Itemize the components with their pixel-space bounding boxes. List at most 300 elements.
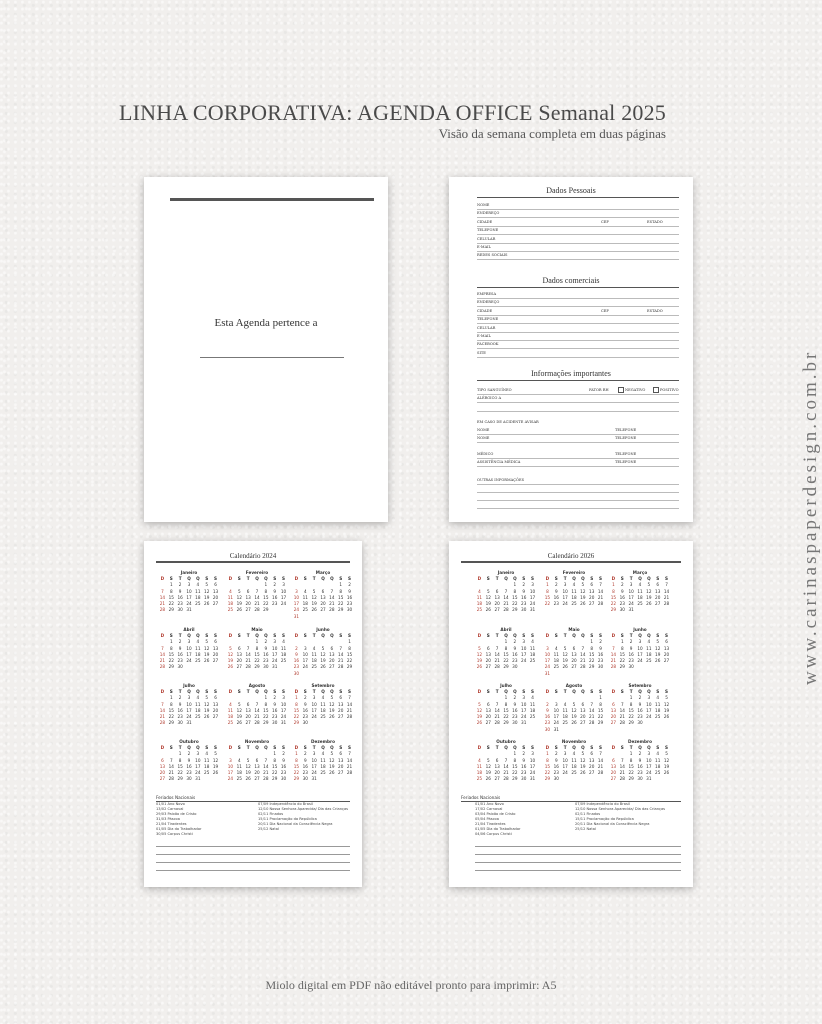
- day-number: 22: [168, 658, 174, 664]
- day-number: 6: [495, 588, 499, 594]
- weekday-header: Q: [504, 689, 508, 694]
- weekday-header: S: [348, 633, 352, 638]
- day-number: 29: [168, 664, 174, 670]
- day-number: 10: [562, 757, 568, 763]
- month-name: Julho: [500, 683, 512, 688]
- day-number: 7: [255, 701, 259, 707]
- day-number: 8: [513, 757, 517, 763]
- form-field-label: TELEFONE: [477, 317, 499, 322]
- weekday-header: Q: [513, 689, 517, 694]
- day-number: 9: [348, 588, 351, 594]
- day-number: 23: [521, 601, 527, 607]
- holiday-item: 21/04 Tiradentes: [475, 822, 506, 826]
- day-number: 3: [647, 751, 651, 757]
- day-number: 21: [263, 770, 269, 776]
- day-number: 17: [195, 763, 201, 769]
- holiday-item: 17/02 Carnaval: [475, 807, 503, 811]
- day-number: 4: [478, 757, 481, 763]
- day-number: 23: [619, 601, 625, 607]
- form-field-row[interactable]: [477, 349, 679, 358]
- day-number: 7: [330, 588, 334, 594]
- doctor-label: MÉDICO: [477, 452, 494, 456]
- day-number: 16: [553, 763, 559, 769]
- month-name: Janeiro: [497, 570, 515, 575]
- form-field-label: CELULAR: [477, 325, 496, 330]
- day-number: 7: [504, 757, 508, 763]
- month-calendar: [292, 570, 354, 620]
- day-number: 13: [494, 594, 500, 600]
- day-number: 6: [495, 757, 499, 763]
- day-number: 4: [638, 582, 642, 588]
- day-number: 4: [554, 645, 558, 651]
- day-number: 19: [236, 601, 242, 607]
- day-number: 12: [204, 588, 210, 594]
- day-number: 18: [476, 601, 483, 607]
- day-number: 18: [553, 658, 559, 664]
- day-number: 31: [553, 726, 559, 732]
- day-number: 21: [254, 601, 260, 607]
- day-number: 18: [571, 594, 577, 600]
- weekday-header: D: [611, 689, 616, 694]
- day-number: 22: [272, 770, 278, 776]
- day-number: 21: [329, 601, 335, 607]
- day-number: 17: [280, 707, 287, 713]
- day-number: 23: [302, 770, 308, 776]
- day-number: 22: [512, 601, 518, 607]
- day-number: 20: [245, 714, 251, 720]
- weekday-header: S: [237, 745, 241, 750]
- day-number: 17: [562, 763, 568, 769]
- month-name: Dezembro: [628, 739, 652, 744]
- weekday-header: D: [160, 576, 165, 581]
- weekday-header: Q: [187, 633, 191, 638]
- day-number: 3: [187, 582, 191, 588]
- month-name: Novembro: [244, 739, 270, 744]
- day-number: 22: [263, 714, 269, 720]
- day-number: 1: [599, 695, 602, 701]
- day-number: 14: [494, 651, 500, 657]
- day-number: 27: [655, 601, 661, 607]
- negative-option[interactable]: [618, 387, 645, 393]
- day-number: 13: [212, 701, 219, 707]
- day-number: 29: [272, 776, 278, 782]
- day-number: 4: [531, 639, 534, 645]
- month-day-grid: [475, 633, 537, 671]
- month-day-grid: [226, 745, 288, 783]
- weekday-header: S: [486, 633, 490, 638]
- weekday-header: S: [590, 576, 594, 581]
- day-number: 15: [168, 707, 174, 713]
- weekday-header: S: [665, 633, 669, 638]
- day-number: 19: [204, 707, 210, 713]
- day-number: 3: [273, 639, 277, 645]
- day-number: 6: [486, 701, 490, 707]
- day-number: 14: [610, 651, 617, 657]
- day-number: 21: [597, 763, 604, 769]
- month-name: Abril: [500, 627, 512, 632]
- day-number: 19: [236, 714, 242, 720]
- day-number: 2: [282, 751, 285, 757]
- weekday-header: Q: [330, 745, 334, 750]
- weekday-header: D: [477, 689, 482, 694]
- day-number: 18: [476, 770, 483, 776]
- day-number: 28: [610, 664, 617, 670]
- day-number: 27: [494, 607, 500, 613]
- section-bar: [477, 380, 679, 381]
- month-calendar: [475, 739, 537, 783]
- day-number: 25: [476, 607, 483, 613]
- day-number: 25: [646, 658, 652, 664]
- day-number: 20: [245, 601, 251, 607]
- calendar-page-2026: [449, 541, 693, 887]
- form-field-label: CIDADE: [477, 219, 493, 224]
- day-number: 23: [272, 714, 278, 720]
- weekday-header: Q: [255, 689, 259, 694]
- day-number: 12: [485, 763, 491, 769]
- weekday-header: T: [495, 633, 499, 638]
- day-number: 26: [580, 770, 586, 776]
- calendar-title-bar: [461, 561, 681, 563]
- day-number: 9: [638, 757, 642, 763]
- day-number: 23: [637, 714, 643, 720]
- form-field-row[interactable]: [477, 251, 679, 260]
- day-number: 19: [245, 770, 251, 776]
- weekday-header: T: [312, 633, 316, 638]
- day-number: 2: [348, 582, 351, 588]
- weekday-header: T: [495, 576, 499, 581]
- day-number: 15: [503, 651, 509, 657]
- holiday-item: 02/11 Finados: [575, 812, 601, 816]
- day-number: 25: [320, 770, 326, 776]
- weekday-header: S: [486, 576, 490, 581]
- day-number: 18: [637, 594, 643, 600]
- weekday-header: D: [294, 745, 299, 750]
- day-number: 14: [159, 651, 166, 657]
- day-number: 9: [554, 757, 558, 763]
- month-day-grid: [226, 576, 288, 614]
- day-number: 13: [159, 763, 166, 769]
- day-number: 21: [159, 658, 166, 664]
- weekday-header: S: [282, 576, 286, 581]
- weekday-header: S: [214, 576, 218, 581]
- day-number: 13: [610, 707, 617, 713]
- day-number: 2: [295, 645, 298, 651]
- day-number: 28: [159, 664, 166, 670]
- day-number: 4: [563, 701, 567, 707]
- day-number: 24: [521, 658, 527, 664]
- day-number: 29: [263, 607, 269, 613]
- month-day-grid: [292, 689, 354, 727]
- day-number: 22: [544, 770, 551, 776]
- weekday-header: S: [522, 633, 526, 638]
- weekday-header: Q: [196, 576, 200, 581]
- month-calendar: [226, 739, 288, 783]
- day-number: 9: [178, 701, 182, 707]
- day-number: 9: [638, 701, 642, 707]
- day-number: 27: [571, 664, 577, 670]
- day-number: 19: [646, 594, 652, 600]
- day-number: 13: [245, 707, 251, 713]
- holiday-item: 21/04 Tiradentes: [156, 822, 187, 826]
- day-number: 18: [529, 651, 536, 657]
- weekday-header: T: [563, 633, 567, 638]
- day-number: 10: [646, 757, 652, 763]
- day-number: 30: [512, 664, 518, 670]
- day-number: 9: [187, 757, 191, 763]
- day-number: 1: [629, 751, 633, 757]
- day-number: 2: [178, 639, 182, 645]
- weekday-header: D: [477, 633, 482, 638]
- day-number: 25: [529, 714, 536, 720]
- positive-option[interactable]: [653, 387, 679, 393]
- form-field-label: E-MAIL: [477, 334, 491, 338]
- day-number: 29: [293, 776, 300, 782]
- day-number: 3: [229, 757, 232, 763]
- day-number: 4: [572, 582, 576, 588]
- month-day-grid: [158, 745, 220, 783]
- weekday-header: T: [629, 689, 633, 694]
- day-number: 5: [647, 582, 651, 588]
- day-number: 19: [329, 707, 335, 713]
- day-number: 28: [663, 601, 670, 607]
- day-number: 26: [329, 714, 335, 720]
- month-day-grid: [609, 689, 671, 727]
- day-number: 19: [204, 594, 210, 600]
- day-number: 28: [254, 607, 260, 613]
- day-number: 15: [610, 594, 617, 600]
- day-number: 10: [311, 757, 317, 763]
- weekday-header: S: [522, 689, 526, 694]
- day-number: 22: [338, 601, 344, 607]
- day-number: 6: [590, 751, 594, 757]
- day-number: 9: [546, 707, 549, 713]
- day-number: 11: [302, 594, 308, 600]
- weekday-header: D: [294, 633, 299, 638]
- weekday-header: Q: [321, 633, 325, 638]
- month-name: Março: [315, 570, 331, 575]
- day-number: 23: [293, 664, 300, 670]
- day-number: 14: [619, 707, 625, 713]
- weekday-header: T: [563, 576, 567, 581]
- day-number: 13: [212, 645, 219, 651]
- section-title-important: Informações importantes: [531, 369, 611, 378]
- day-number: 16: [177, 707, 183, 713]
- day-number: 17: [628, 594, 634, 600]
- day-number: 17: [562, 594, 568, 600]
- day-number: 2: [638, 695, 642, 701]
- day-number: 12: [580, 588, 586, 594]
- other-info-row: [477, 476, 679, 485]
- day-number: 22: [589, 658, 595, 664]
- month-day-grid: [543, 745, 605, 783]
- month-name: Junho: [633, 627, 647, 632]
- day-number: 10: [302, 651, 308, 657]
- day-number: 29: [589, 664, 595, 670]
- weekday-header: S: [554, 576, 558, 581]
- day-number: 4: [229, 588, 232, 594]
- day-number: 27: [663, 658, 670, 664]
- weekday-header: D: [545, 576, 550, 581]
- day-number: 15: [346, 651, 353, 657]
- section-bar: [477, 287, 679, 288]
- day-number: 1: [612, 582, 615, 588]
- day-number: 13: [254, 763, 260, 769]
- day-number: 31: [544, 670, 551, 676]
- day-number: 19: [204, 651, 210, 657]
- day-number: 11: [476, 763, 483, 769]
- owner-label: Esta Agenda pertence a: [214, 317, 318, 329]
- day-number: 12: [227, 651, 234, 657]
- day-number: 15: [544, 594, 551, 600]
- day-number: 1: [295, 695, 298, 701]
- month-name: Fevereiro: [245, 570, 269, 575]
- day-number: 15: [589, 651, 595, 657]
- day-number: 9: [629, 645, 633, 651]
- weekday-header: Q: [187, 689, 191, 694]
- day-number: 6: [214, 582, 217, 588]
- day-number: 11: [553, 651, 559, 657]
- weekday-header: S: [303, 689, 307, 694]
- section-title-commercial: Dados comerciais: [542, 276, 600, 285]
- month-calendar: [226, 683, 288, 727]
- weekday-header: S: [522, 576, 526, 581]
- day-number: 14: [263, 763, 269, 769]
- day-number: 10: [280, 701, 287, 707]
- month-day-grid: [543, 689, 605, 733]
- note-line: [475, 846, 681, 847]
- month-day-grid: [226, 689, 288, 727]
- form-field-label: ENDEREÇO: [477, 211, 500, 216]
- day-number: 29: [628, 776, 634, 782]
- holidays-title: Feriados Nacionais: [156, 795, 196, 800]
- day-number: 24: [227, 776, 234, 782]
- day-number: 27: [338, 714, 344, 720]
- month-calendar: [292, 683, 354, 727]
- day-number: 12: [311, 594, 317, 600]
- day-number: 3: [563, 582, 567, 588]
- day-number: 17: [544, 658, 551, 664]
- weekday-header: S: [169, 689, 173, 694]
- note-line: [475, 854, 681, 855]
- day-number: 20: [338, 763, 344, 769]
- day-number: 27: [212, 658, 219, 664]
- weekday-header: S: [620, 689, 624, 694]
- day-number: 20: [580, 714, 586, 720]
- holidays-list-left: [475, 802, 521, 837]
- day-number: 20: [610, 770, 617, 776]
- day-number: 13: [655, 588, 661, 594]
- weekday-header: Q: [255, 576, 259, 581]
- day-number: 10: [521, 645, 527, 651]
- weekday-header: T: [495, 745, 499, 750]
- day-number: 12: [476, 651, 483, 657]
- weekday-header: D: [294, 689, 299, 694]
- month-name: Fevereiro: [562, 570, 586, 575]
- day-number: 5: [246, 757, 250, 763]
- day-number: 14: [338, 651, 344, 657]
- day-number: 13: [610, 763, 617, 769]
- checkbox-icon[interactable]: [653, 387, 659, 393]
- form-field-label: E-MAIL: [477, 245, 491, 249]
- day-number: 28: [254, 720, 260, 726]
- day-number: 16: [553, 594, 559, 600]
- weekday-header: S: [273, 689, 277, 694]
- weekday-header: S: [665, 689, 669, 694]
- weekday-header: S: [214, 689, 218, 694]
- day-number: 11: [195, 588, 201, 594]
- day-number: 7: [169, 757, 173, 763]
- month-day-grid: [543, 576, 605, 607]
- weekday-header: Q: [330, 576, 334, 581]
- day-number: 7: [161, 645, 164, 651]
- weekday-header: Q: [264, 576, 268, 581]
- day-number: 2: [264, 639, 268, 645]
- weekday-header: Q: [196, 633, 200, 638]
- day-number: 1: [264, 582, 268, 588]
- day-number: 5: [330, 695, 334, 701]
- day-number: 20: [494, 770, 500, 776]
- day-number: 6: [581, 701, 585, 707]
- weekday-header: Q: [513, 633, 517, 638]
- month-calendar: [292, 739, 354, 783]
- day-number: 24: [186, 601, 192, 607]
- weekday-header: Q: [572, 576, 576, 581]
- weekday-header: Q: [647, 576, 651, 581]
- weekday-header: T: [563, 689, 567, 694]
- day-number: 21: [245, 658, 251, 664]
- day-number: 1: [546, 582, 549, 588]
- day-number: 6: [330, 645, 334, 651]
- day-number: 20: [254, 770, 260, 776]
- day-number: 18: [562, 714, 568, 720]
- day-number: 17: [311, 763, 317, 769]
- day-number: 21: [580, 658, 586, 664]
- day-number: 13: [589, 588, 595, 594]
- day-number: 26: [655, 658, 661, 664]
- day-number: 8: [264, 588, 268, 594]
- day-number: 5: [656, 639, 660, 645]
- day-number: 19: [663, 763, 670, 769]
- month-calendar: [475, 627, 537, 671]
- day-number: 4: [282, 639, 285, 645]
- holidays-list-left: [156, 802, 202, 837]
- month-calendar: [609, 627, 671, 671]
- day-number: 27: [329, 664, 335, 670]
- day-number: 9: [522, 588, 526, 594]
- day-number: 12: [204, 645, 210, 651]
- negative-label: NEGATIVO: [625, 388, 646, 392]
- checkbox-icon[interactable]: [618, 387, 624, 393]
- weekday-header: T: [312, 576, 316, 581]
- day-number: 15: [263, 594, 269, 600]
- day-number: 4: [303, 588, 307, 594]
- day-number: 30: [177, 607, 183, 613]
- day-number: 30: [186, 776, 192, 782]
- day-number: 24: [272, 658, 278, 664]
- day-number: 15: [503, 707, 509, 713]
- day-number: 29: [168, 720, 174, 726]
- day-number: 15: [512, 763, 518, 769]
- weekday-header: Q: [572, 689, 576, 694]
- day-number: 21: [346, 707, 353, 713]
- day-number: 20: [494, 601, 500, 607]
- state-label: ESTADO: [647, 308, 663, 313]
- day-number: 17: [521, 707, 527, 713]
- day-number: 11: [204, 757, 210, 763]
- day-number: 30: [628, 664, 634, 670]
- day-number: 23: [544, 720, 551, 726]
- month-day-grid: [609, 745, 671, 783]
